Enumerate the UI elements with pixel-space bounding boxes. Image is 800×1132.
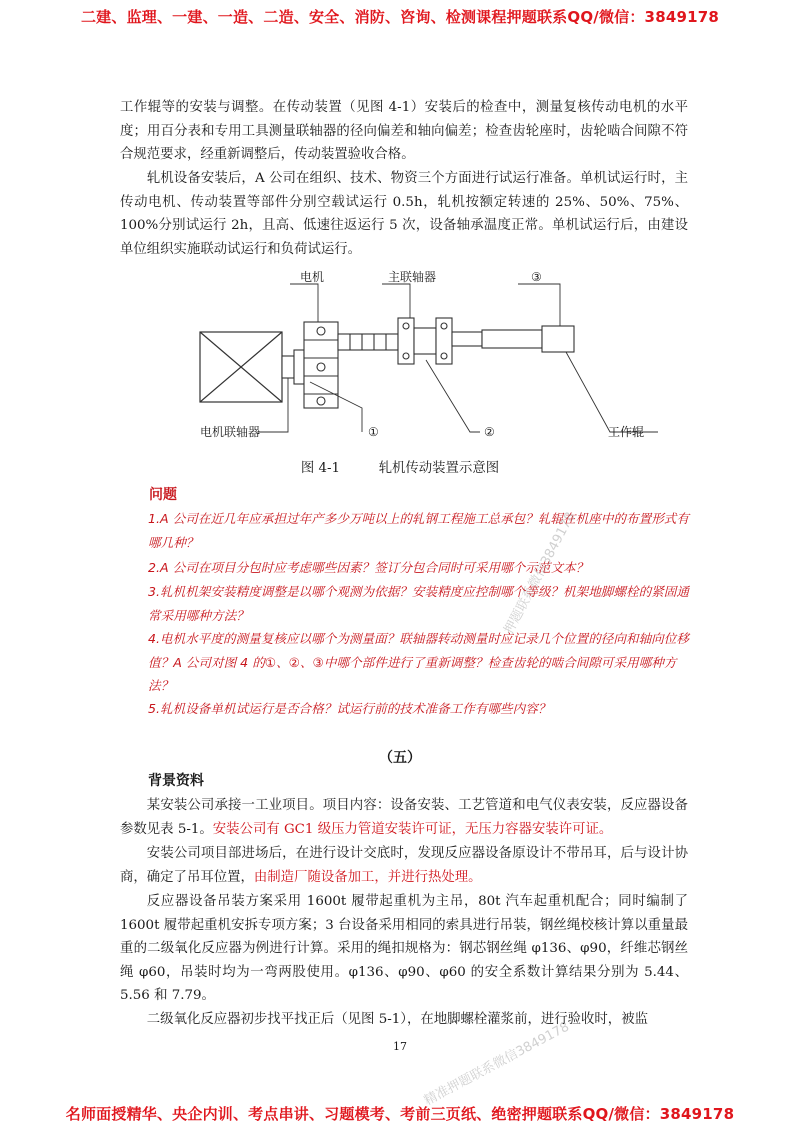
leader-motor xyxy=(290,284,318,322)
section-title: （五） xyxy=(379,750,421,766)
label-motor-coupling: 电机联轴器 xyxy=(200,425,261,439)
question-4: 4.电机水平度的测量复核应以哪个为测量面？联轴器转动测量时应记录几个位置的径向和轴向位移值？A 公司对图 4 的①、②、③中哪个部件进行了重新调整？检查齿轮的啮合间隙可采用哪种方法？ xyxy=(148,631,689,693)
label-marker-2: ② xyxy=(484,425,495,439)
rolling-mill-drive-diagram xyxy=(0,270,800,450)
label-marker-3: ③ xyxy=(531,270,542,284)
label-motor: 电机 xyxy=(300,270,325,284)
top-banner: 二建、监理、一建、一造、二造、安全、消防、咨询、检测课程押题联系QQ/微信：3849178 xyxy=(80,8,720,26)
paragraph-trial-run: 轧机设备安装后，A 公司在组织、技术、物资三个方面进行试运行准备。单机试运行时，主传动电机、传动装置等部件分别空载试运行 0.5h，轧机按额定转速的 25%、50%、75%、100%分别试运行 2h，且高、低速往返运行 5 次，设备轴承温度正常。单机试运行后，由建设单位组织实施联动试运行和负荷试运行。 xyxy=(120,171,688,257)
leader-marker-2 xyxy=(426,360,480,432)
page-number: 17 xyxy=(393,1040,407,1053)
bottom-banner: 名师面授精华、央企内训、考点串讲、习题模考、考前三页纸、绝密押题联系QQ/微信：3849178 xyxy=(65,1105,735,1123)
motor-coupling-part xyxy=(282,322,338,408)
background-paragraph-1-text: 某安装公司承接一工业项目。项目内容：设备安装、工艺管道和电气仪表安装，反应器设备参数见表 5-1。 xyxy=(120,798,688,837)
leader-main-coupling xyxy=(382,284,410,318)
background-paragraph-3: 反应器设备吊装方案采用 1600t 履带起重机为主吊，80t 汽车起重机配合；同时编制了 1600t 履带起重机安拆专项方案；3 台设备采用相同的索具进行吊装，钢丝绳校核计算以重量最重的二级氧化反应器为例进行计算。采用的绳扣规格为：钢芯钢丝绳 φ136、φ90，纤维芯钢丝绳 φ60，吊装时均为一弯两股使用。φ136、φ90、φ60 的安全系数计算结果分别为 5.44、5.56 和 7.79。 xyxy=(120,894,688,1003)
drive-spindle-part xyxy=(482,326,574,352)
label-work-roll: 工作辊 xyxy=(608,425,645,439)
question-1: 1.A 公司在近几年应承担过年产多少万吨以上的轧钢工程施工总承包？轧辊在机座中的布置形式有哪几种？ xyxy=(148,511,689,550)
figure-caption-title: 轧机传动装置示意图 xyxy=(378,461,500,476)
license-note: 安装公司有 GC1 级压力管道安装许可证，无压力容器安装许可证。 xyxy=(212,821,613,837)
question-2: 2.A 公司在项目分包时应考虑哪些因素？签订分包合同时可采用哪个示范文本？ xyxy=(148,560,589,575)
leader-marker-3 xyxy=(518,284,560,326)
background-paragraph-1 xyxy=(120,794,688,841)
background-paragraph-4: 二级氧化反应器初步找平找正后（见图 5-1），在地脚螺栓灌浆前，进行验收时，被监 xyxy=(146,1012,648,1027)
figure-caption xyxy=(0,457,800,476)
question-5: 5.轧机设备单机试运行是否合格？试运行前的技术准备工作有哪些内容？ xyxy=(148,701,551,716)
main-coupling-part xyxy=(338,318,482,364)
watermark-2: 精准押题联系微信3849178 xyxy=(421,1019,572,1109)
watermark-1: 押题联系微信3849178 xyxy=(501,509,579,637)
lug-note: 由制造厂随设备加工，并进行热处理。 xyxy=(253,869,482,885)
label-main-coupling: 主联轴器 xyxy=(388,270,437,284)
figure-caption-number: 图 4-1 xyxy=(300,461,341,476)
background-title: 背景资料 xyxy=(148,773,204,789)
background-paragraph-2-text: 安装公司项目部进场后，在进行设计交底时，发现反应器设备原设计不带吊耳，后与设计协商，确定了吊耳位置， xyxy=(120,846,688,885)
leader-work-roll xyxy=(566,352,658,432)
question-3: 3.轧机机架安装精度调整是以哪个观测为依据？安装精度应控制哪个等级？机架地脚螺栓的紧固通常采用哪种方法？ xyxy=(148,584,689,623)
motor-block xyxy=(200,332,282,402)
paragraph-installation-check: 工作辊等的安装与调整。在传动装置（见图 4-1）安装后的检查中，测量复核传动电机的水平度；用百分表和专用工具测量联轴器的径向偏差和轴向偏差；检查齿轮座时，齿轮啮合间隙不符合规范要求，经重新调整后，传动装置验收合格。 xyxy=(120,100,688,162)
questions-title: 问题 xyxy=(149,487,177,503)
label-marker-1: ① xyxy=(368,425,379,439)
background-paragraph-2 xyxy=(120,842,688,889)
